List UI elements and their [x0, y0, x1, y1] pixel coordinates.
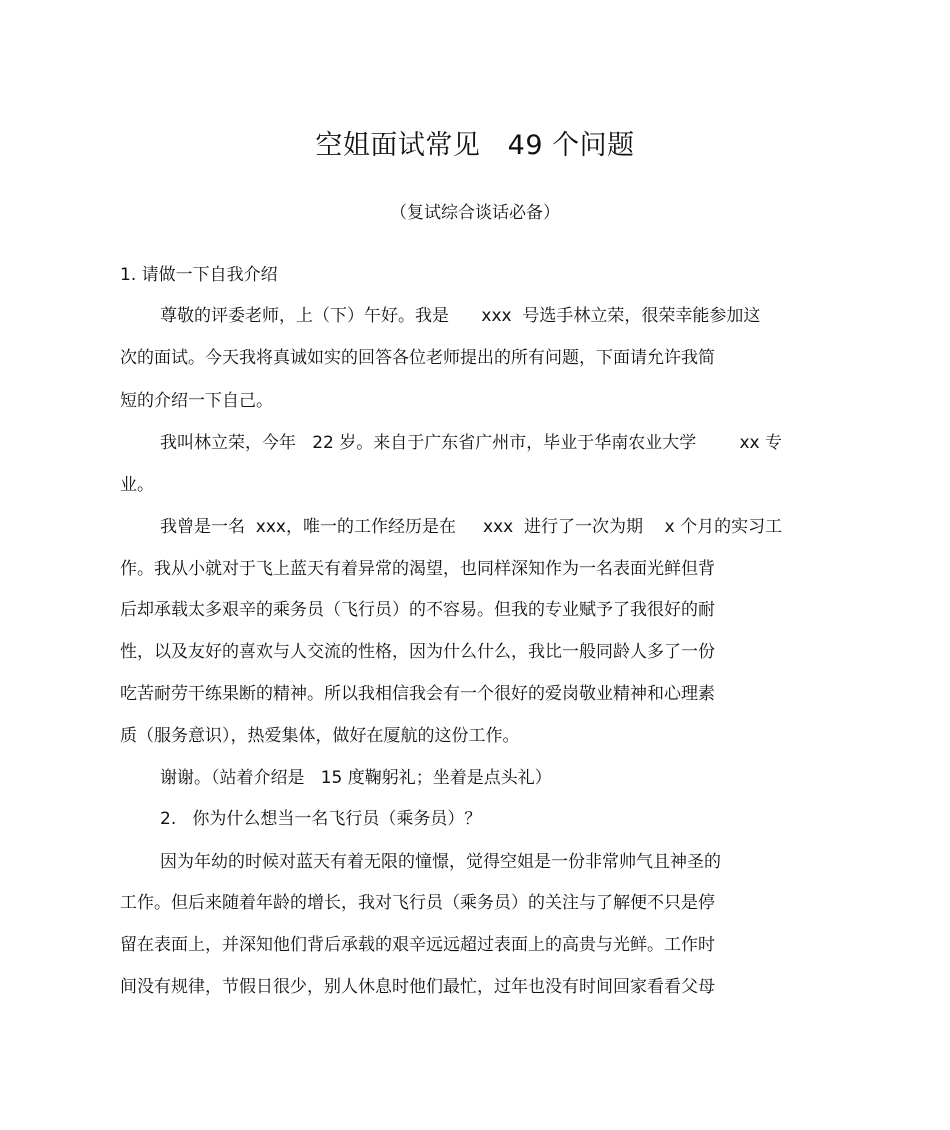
paragraph-line: 间没有规律，节假日很少，别人休息时他们最忙，过年也没有时间回家看看父母: [120, 977, 715, 997]
paragraph-line: 尊敬的评委老师，上（下）午好。我是 xxx 号选手林立荣，很荣幸能参加这: [160, 306, 761, 326]
paragraph-line: 留在表面上，并深知他们背后承载的艰辛远远超过表面上的高贵与光鲜。工作时: [120, 935, 715, 955]
document-title: 空姐面试常见 49 个问题: [315, 130, 635, 161]
paragraph-line: 我叫林立荣，今年 22 岁。来自于广东省广州市，毕业于华南农业大学 xx 专: [160, 433, 783, 453]
paragraph-line: 业。: [120, 475, 154, 495]
paragraph-line: 次的面试。今天我将真诚如实的回答各位老师提出的所有问题，下面请允许我简: [120, 348, 715, 368]
paragraph-line: 后却承载太多艰辛的乘务员（飞行员）的不容易。但我的专业赋予了我很好的耐: [120, 600, 715, 620]
paragraph-line: 工作。但后来随着年龄的增长，我对飞行员（乘务员）的关注与了解便不只是停: [120, 893, 715, 913]
paragraph-line: 因为年幼的时候对蓝天有着无限的憧憬，觉得空姐是一份非常帅气且神圣的: [160, 852, 721, 872]
paragraph-line: 作。我从小就对于飞上蓝天有着异常的渴望，也同样深知作为一名表面光鲜但背: [120, 559, 715, 579]
paragraph-line: 我曾是一名 xxx，唯一的工作经历是在 xxx 进行了一次为期 x 个月的实习工: [160, 517, 783, 537]
paragraph-line: 谢谢。（站着介绍是 15 度鞠躬礼；坐着是点头礼）: [160, 768, 552, 788]
paragraph-line: 性，以及友好的喜欢与人交流的性格，因为什么什么，我比一般同龄人多了一份: [120, 642, 715, 662]
question-1-heading: 1. 请做一下自我介绍: [120, 265, 278, 285]
question-2-heading: 2. 你为什么想当一名飞行员（乘务员）？: [160, 809, 482, 829]
paragraph-line: 吃苦耐劳干练果断的精神。所以我相信我会有一个很好的爱岗敬业精神和心理素: [120, 684, 715, 704]
paragraph-line: 质（服务意识），热爱集体，做好在厦航的这份工作。: [120, 726, 520, 746]
document-subtitle: （复试综合谈话必备）: [390, 203, 560, 223]
paragraph-line: 短的介绍一下自己。: [120, 391, 273, 411]
